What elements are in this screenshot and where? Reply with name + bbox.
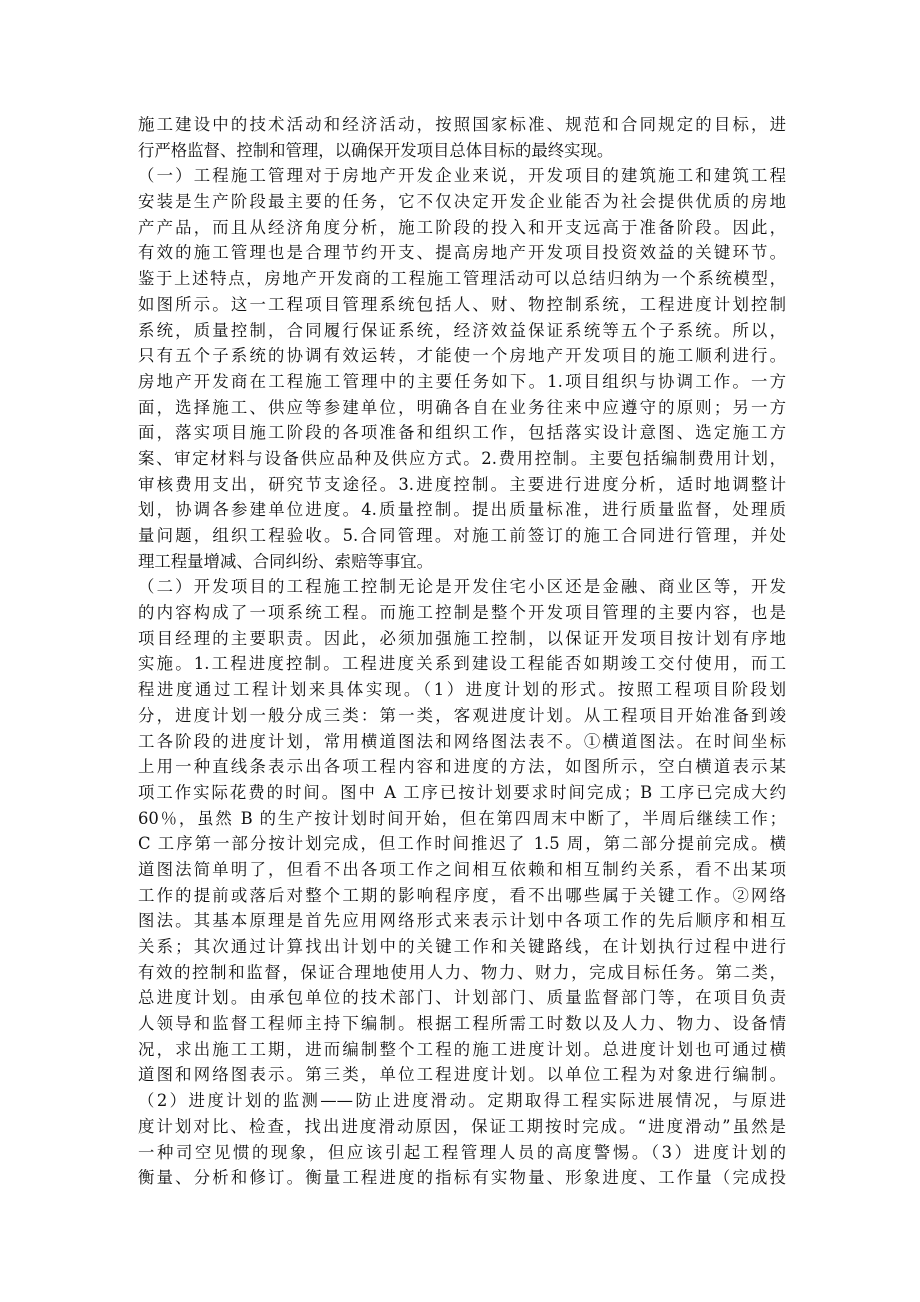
text-line: 如图所示。这一工程项目管理系统包括人、财、物控制系统，工程进度计划控制 <box>138 294 786 314</box>
text-line: 鉴于上述特点，房地产开发商的工程施工管理活动可以总结归纳为一个系统模型， <box>138 269 786 289</box>
text-line: 图法。其基本原理是首先应用网络形式来表示计划中各项工作的先后顺序和相互 <box>138 911 786 931</box>
text-line: 面，落实项目施工阶段的各项准备和组织工作，包括落实设计意图、选定施工方 <box>138 423 786 443</box>
text-line: 划，协调各参建单位进度。4.质量控制。提出质量标准，进行质量监督，处理质 <box>138 500 786 520</box>
text-line: 总进度计划。由承包单位的技术部门、计划部门、质量监督部门等，在项目负责 <box>138 988 786 1008</box>
text-line: 上用一种直线条表示出各项工程内容和进度的方法，如图所示，空白横道表示某 <box>138 757 786 777</box>
text-line: 的内容构成了一项系统工程。而施工控制是整个开发项目管理的主要内容，也是 <box>138 603 786 623</box>
text-line: 只有五个子系统的协调有效运转，才能使一个房地产开发项目的施工顺利进行。 <box>138 346 786 366</box>
text-line: 人领导和监督工程师主持下编制。根据工程所需工时数以及人力、物力、设备情 <box>138 1014 786 1034</box>
text-line: 工各阶段的进度计划，常用横道图法和网络图法表不。①横道图法。在时间坐标 <box>138 731 786 751</box>
text-line: 施工建设中的技术活动和经济活动，按照国家标准、规范和合同规定的目标，进 <box>138 115 786 134</box>
document-page <box>138 112 786 1191</box>
text-line: 有效的控制和监督，保证合理地使用人力、物力、财力，完成目标任务。第二类， <box>138 962 786 982</box>
text-line: 衡量、分析和修订。衡量工程进度的指标有实物量、形象进度、工作量（完成投 <box>138 1168 786 1188</box>
text-line: 程进度通过工程计划来具体实现。（1）进度计划的形式。按照工程项目阶段划 <box>138 680 786 700</box>
text-line: 有效的施工管理也是合理节约开支、提高房地产开发项目投资效益的关键环节。 <box>138 243 786 263</box>
text-line: 实施。1.工程进度控制。工程进度关系到建设工程能否如期竣工交付使用，而工 <box>138 654 786 674</box>
text-line: C 工序第一部分按计划完成，但工作时间推迟了 1.5 周，第二部分提前完成。横 <box>138 834 786 854</box>
text-line: （一）工程施工管理对于房地产开发企业来说，开发项目的建筑施工和建筑工程 <box>138 166 786 186</box>
text-line: 关系；其次通过计算找出计划中的关键工作和关键路线，在计划执行过程中进行 <box>138 937 786 956</box>
text-line: 案、审定材料与设备供应品种及供应方式。2.费用控制。主要包括编制费用计划， <box>138 448 786 468</box>
text-line: 度计划对比、检查，找出进度滑动原因，保证工期按时完成。“进度滑动”虽然是 <box>138 1116 786 1136</box>
text-line: 60％，虽然 B 的生产按计划时间开始，但在第四周末中断了，半周后继续工作； <box>138 808 786 828</box>
text-line: 产产品，而且从经济角度分析，施工阶段的投入和开支远高于准备阶段。因此， <box>138 217 786 237</box>
text-line: 系统，质量控制，合同履行保证系统，经济效益保证系统等五个子系统。所以， <box>138 320 786 340</box>
text-line: 面，选择施工、供应等参建单位，明确各自在业务往来中应遵守的原则；另一方 <box>138 397 786 417</box>
text-line: 道图和网络图表示。第三类，单位工程进度计划。以单位工程为对象进行编制。 <box>138 1065 786 1085</box>
text-line: 工作的提前或落后对整个工期的影响程序度，看不出哪些属于关键工作。②网络 <box>138 885 786 905</box>
text-line: （2）进度计划的监测——防止进度滑动。定期取得工程实际进展情况，与原进 <box>138 1091 786 1111</box>
text-line: 一种司空见惯的现象，但应该引起工程管理人员的高度警惕。（3）进度计划的 <box>138 1142 786 1162</box>
text-line: 审核费用支出，研究节支途径。3.进度控制。主要进行进度分析，适时地调整计 <box>138 474 786 494</box>
text-line: 房地产开发商在工程施工管理中的主要任务如下。1.项目组织与协调工作。一方 <box>138 371 786 391</box>
text-line: 理工程量增减、合同纠纷、索赔等事宜。 <box>138 551 434 571</box>
text-line: 况，求出施工工期，进而编制整个工程的施工进度计划。总进度计划也可通过横 <box>138 1039 786 1059</box>
text-line: 项目经理的主要职责。因此，必须加强施工控制，以保证开发项目按计划有序地 <box>138 628 786 648</box>
text-line: 项工作实际花费的时间。图中 A 工序已按计划要求时间完成；B 工序已完成大约 <box>138 782 786 802</box>
text-line: 行严格监督、控制和管理，以确保开发项目总体目标的最终实现。 <box>138 140 614 160</box>
text-line: 量问题，组织工程验收。5.合同管理。对施工前签订的施工合同进行管理，并处 <box>138 526 786 545</box>
text-line: 道图法简单明了，但看不出各项工作之间相互依赖和相互制约关系，看不出某项 <box>138 859 786 879</box>
text-line: 安装是生产阶段最主要的任务，它不仅决定开发企业能否为社会提供优质的房地 <box>138 192 786 212</box>
text-line: （二）开发项目的工程施工控制无论是开发住宅小区还是金融、商业区等，开发 <box>138 577 786 597</box>
text-line: 分，进度计划一般分成三类：第一类，客观进度计划。从工程项目开始准备到竣 <box>138 705 786 725</box>
